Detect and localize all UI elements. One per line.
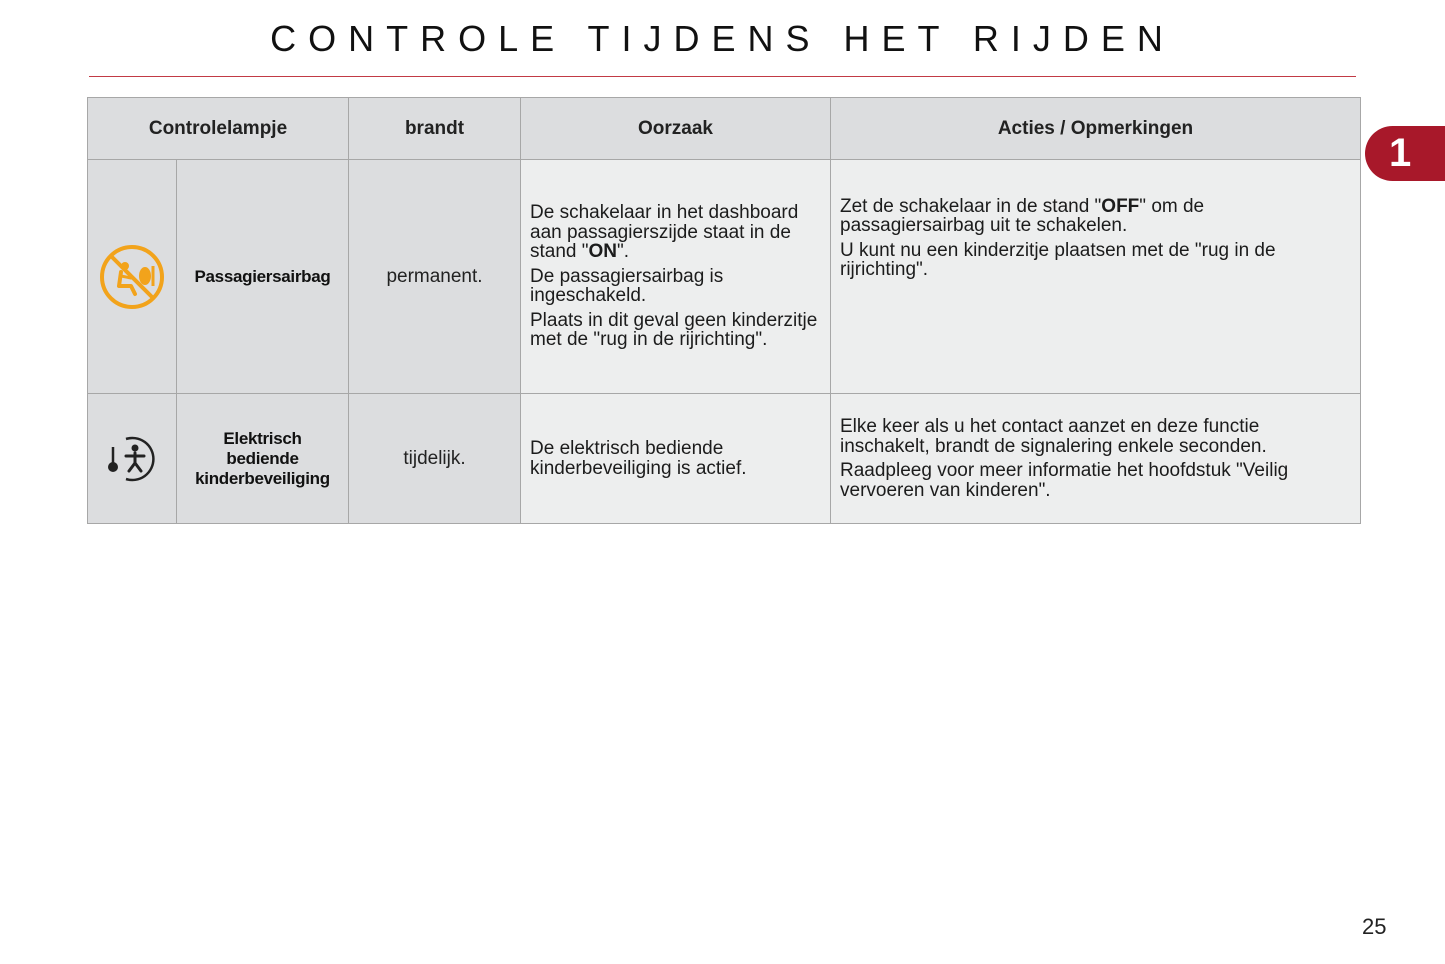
page-number: 25: [1362, 914, 1387, 939]
lamp-cause: [521, 160, 831, 394]
cause-paragraph: De passagiersairbag is ingeschakeld.: [530, 265, 724, 307]
lamp-actions: [831, 394, 1361, 524]
lamp-icon-cell: [88, 394, 177, 524]
table-row: [88, 160, 1361, 394]
action-paragraph: Elke keer als u het contact aanzet en deze functie inschakelt, brandt de signalering enkele seconden.: [840, 416, 1267, 457]
page-title: CONTROLE TIJDENS HET RIJDEN: [270, 18, 1175, 59]
passenger-airbag-off-icon: [99, 244, 165, 310]
lamp-lit-state: tijdelijk.: [349, 394, 521, 524]
action-paragraph: Zet de schakelaar in de stand "OFF" om de passagiersairbag uit te schakelen.: [840, 195, 1205, 236]
lamp-lit-state: permanent.: [349, 160, 521, 394]
column-header-lamp: Controlelampje: [88, 98, 349, 160]
lamp-actions: [831, 160, 1361, 394]
lamp-name: Elektrisch bediende kinderbeveiliging: [177, 394, 349, 524]
lamp-icon-cell: [88, 160, 177, 394]
lamp-name: Passagiersairbag: [177, 160, 349, 394]
column-header-actions: Acties / Opmerkingen: [831, 98, 1361, 160]
chapter-tab[interactable]: [1365, 126, 1445, 181]
column-header-lit: brandt: [349, 98, 521, 160]
cause-paragraph: De elektrisch bediende kinderbeveiliging is actief.: [530, 438, 747, 479]
table-header-row: [88, 98, 1361, 160]
warning-lamps-table: [87, 97, 1361, 524]
chapter-number: 1: [1389, 131, 1412, 175]
table-row: [88, 394, 1361, 524]
cause-paragraph: Plaats in dit geval geen kinderzitje met de "rug in de rijrichting".: [530, 309, 818, 351]
column-header-cause: Oorzaak: [521, 98, 831, 160]
lamp-cause: [521, 394, 831, 524]
action-paragraph: Raadpleeg voor meer informatie het hoofdstuk "Veilig vervoeren van kinderen".: [840, 460, 1289, 501]
electric-child-lock-icon: [106, 433, 158, 485]
cause-paragraph: De schakelaar in het dashboard aan passagierszijde staat in de stand "ON".: [530, 202, 799, 263]
title-divider: [89, 76, 1356, 77]
action-paragraph: U kunt nu een kinderzitje plaatsen met de "rug in de rijrichting".: [840, 239, 1276, 280]
